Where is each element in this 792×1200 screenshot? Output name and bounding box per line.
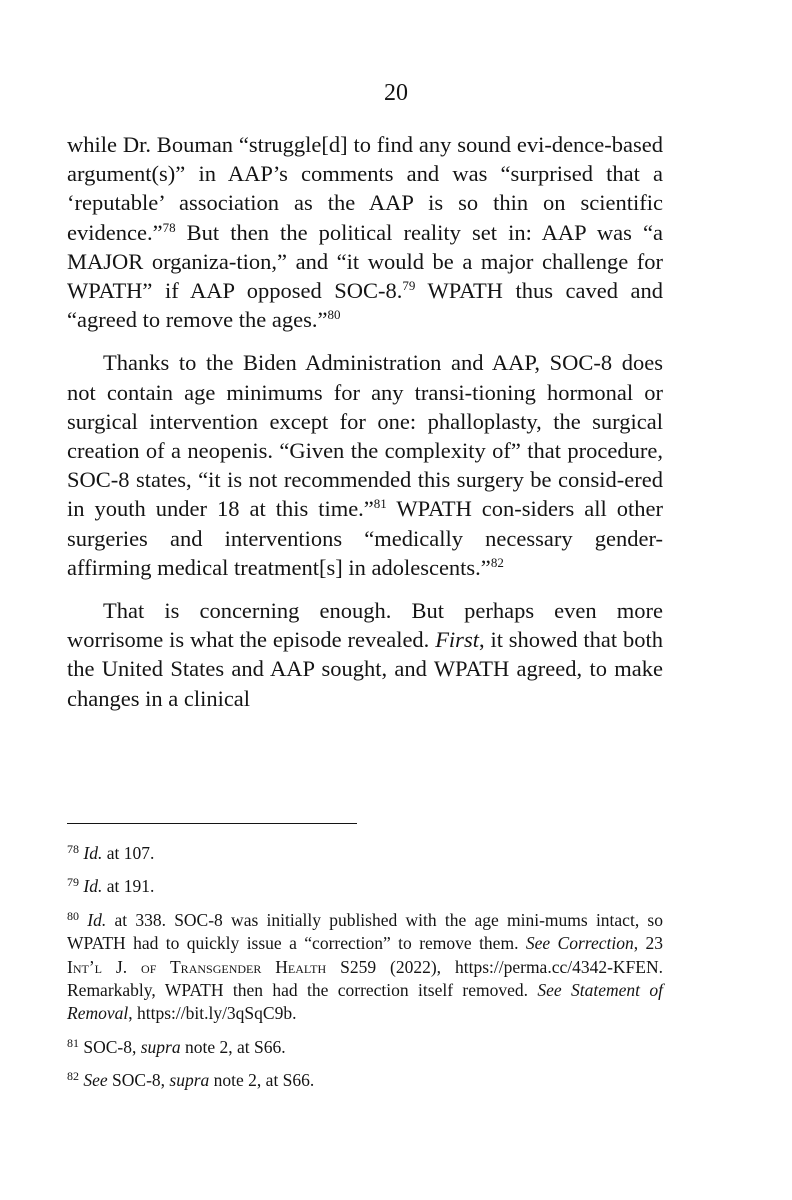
footnote-cite: Id. — [83, 843, 103, 863]
footnote-text-a: SOC-8, — [107, 1070, 170, 1091]
paragraph-3-text-b: , it showed that both the United States and AAP sought, and WPATH agreed, to make changes in a clinical — [67, 627, 664, 711]
footnote-text-a: at 338. SOC-8 was initially published with the age mini-mums intact, so WPATH had to quickly issue a “correction” to remove them. — [67, 909, 663, 954]
footnote-text-b: note 2, at S66. — [209, 1070, 315, 1091]
footnote-ref-78[interactable]: 78 — [162, 219, 176, 235]
footnote-signal-removal: See Statement of Removal — [67, 980, 663, 1024]
footnote-number: 80 — [67, 908, 79, 923]
footnote-text-d: , https://bit.ly/3qSqC9b. — [128, 1003, 297, 1024]
footnote-ref-79[interactable]: 79 — [402, 278, 416, 294]
footnote-ref-80[interactable]: 80 — [327, 307, 341, 323]
footnote-cite: Id. — [87, 909, 107, 930]
footnote-text: at 191. — [102, 876, 155, 897]
footnote-82 — [67, 1069, 663, 1092]
footnote-text-b: , 23 — [633, 933, 664, 954]
footnote-supra: supra — [169, 1070, 210, 1091]
page-number: 20 — [384, 80, 408, 106]
paragraph-2 — [67, 348, 663, 582]
footnote-text-b: note 2, at S66. — [180, 1036, 286, 1057]
footnote-text-a: SOC-8, — [83, 1036, 141, 1057]
paragraph-1-text-c: WPATH thus caved and “agreed to remove the ages.” — [67, 278, 663, 333]
footnote-80 — [67, 909, 663, 1026]
footnote-ref-82[interactable]: 82 — [490, 554, 504, 570]
footnote-ref-81[interactable]: 81 — [373, 496, 387, 512]
paragraph-3 — [67, 596, 663, 713]
footnote-number: 78 — [67, 842, 79, 856]
footnote-81 — [67, 1036, 663, 1059]
paragraph-1 — [67, 130, 663, 334]
paragraph-1-text-b: But then the political reality set in: AAP was “a MAJOR organiza-tion,” and “it would be a major challenge for WPATH” if AAP opposed SOC-8. — [67, 219, 663, 304]
footnote-number: 79 — [67, 875, 79, 890]
paragraph-3-text-a: That is concerning enough. But perhaps even more worrisome is what the episode revealed. — [67, 598, 663, 653]
footnotes — [67, 842, 663, 1103]
paragraph-3-emphasis: First — [435, 627, 479, 653]
paragraph-1-text-a: while Dr. Bouman “struggle[d] to find any sound evi-dence-based argument(s)” in AAP’s comments and was “surprised that a ‘reputable’ association as the AAP is so thin on scientific evidence.” — [67, 132, 663, 245]
footnote-79 — [67, 875, 663, 898]
paragraph-2-text-a: Thanks to the Biden Administration and AAP, SOC-8 does not contain age minimums for any transi-tioning hormonal or surgical intervention except for one: phalloplasty, the surgical creation of a neopenis. “Given the complexity of” that procedure, SOC-8 states, “it is not recommended this surgery be consid-ered in youth under 18 at this time.” — [67, 350, 663, 522]
footnote-signal-correction: See Correction — [525, 933, 634, 954]
footnote-journal: Int’l J. of Transgender Health — [67, 956, 327, 977]
footnote-number: 82 — [67, 1069, 79, 1084]
body-text — [67, 130, 663, 727]
footnote-number: 81 — [67, 1035, 79, 1050]
footnote-text-c: S259 (2022), https://perma.cc/4342-KFEN. Remarkably, WPATH then had the correction itself removed. — [67, 956, 663, 1001]
paragraph-2-text-b: WPATH con-siders all other surgeries and interventions “medically necessary gender-affirming medical treatment[s] in adolescents.” — [67, 496, 663, 580]
footnote-78 — [67, 842, 663, 865]
footnote-supra: supra — [140, 1036, 181, 1057]
footnote-cite: Id. — [83, 876, 103, 897]
footnote-divider — [67, 823, 357, 824]
footnote-text: at 107. — [102, 843, 155, 863]
footnote-signal: See — [83, 1070, 108, 1091]
